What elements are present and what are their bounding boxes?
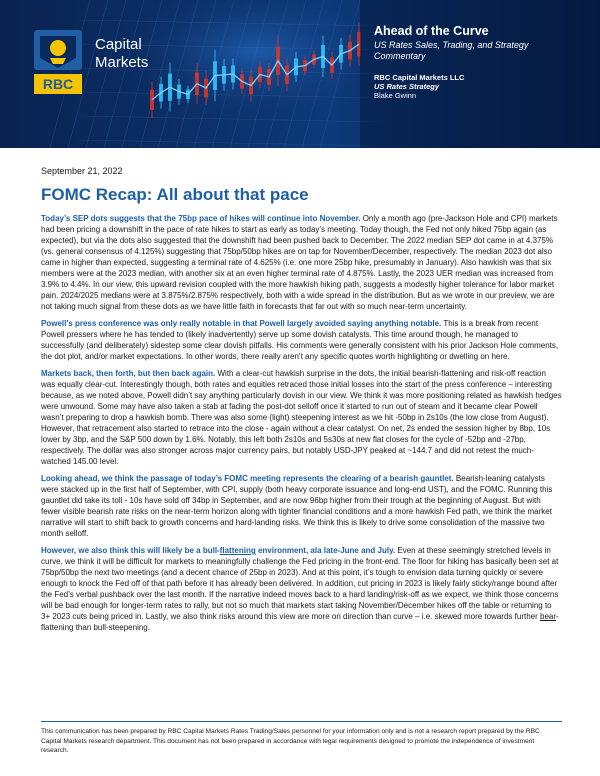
- paragraph-lead-a: However, we also think this will likely be a bull-: [41, 546, 220, 555]
- paragraph-lead: Looking ahead, we think the passage of today’s FOMC meeting represents the clearing of a bearish gauntlet.: [41, 474, 454, 483]
- disclaimer: This communication has been prepared by RBC Capital Markets Rates Trading/Sales personnel for your information only and is not a research report prepared by the RBC Capital Markets research department. This document has not been prepared in accordance with legal requirements designed to promote the independence of investment research.: [41, 728, 540, 754]
- paragraph-text: Bearish-leaning catalysts were stacked up in the first half of September, with CPI, supply (both heavy corporate issuance and long-end UST), and the FOMC. Running this gauntlet did take its toll - 10s have sold off 34bp in September, and are now 96bp higher from their trough at the beginning of August. But with fewer visible bearish rate risks on the near-term horizon along with tighter financial conditions and a more hawkish Fed path, we think the market narrative will start to shift back to growth concerns and hard-landing risks. We think this is likely to drive some consolidation of the massive two month selloff.: [41, 474, 553, 538]
- paragraph-lead-underlined: flattening: [219, 546, 256, 555]
- paragraph-press-conference: [41, 318, 562, 362]
- paragraph-text: This is a break from recent Powell pressers where he has tended to (likely inadvertently) serve up some dovish catalysts. This time around though, he managed to successfully (and deliberately) sidestep some clear dovish pitfalls. His comments were generally consistent with his prior Jackson Hole comments, the dot plot, and/or market expectations. In other words, there really aren’t any specific quotes worth highlighting or dwelling on here.: [41, 319, 559, 361]
- decorative-candle: [150, 90, 154, 110]
- brand-line-2: Markets: [95, 54, 149, 71]
- paragraph-lead: Markets back, then forth, but then back again.: [41, 369, 216, 378]
- paragraph-lead-b: environment, ala late-June and July.: [255, 546, 396, 555]
- paragraph-text: With a clear-cut hawkish surprise in the dots, the initial bearish-flattening and risk-off reaction was equally clear-cut. Interestingly though, both rates and equities retraced those initial losses into the start of the press conference – interesting because, as we noted above, Powell didn’t say anything particularly dovish in our view. We think it was more positioning related as hawkish hedges were unwound. Some may have also taken a stab at fading the post-dot selloff once it started to run out of steam and it became clear Powell wasn’t preparing to drop a hawkish bomb. There was also some (light) steepening interest as we hit -50bp in 2s10s (the low close from August). However, that retracement also started to retrace into the close - again without a clear catalyst. On net, 2s ended the session higher by 8bp, 10s lower by 3bp, and the S&P 500 down by 1.6%. Notably, this left both 2s10s and 5s30s at new flat closes for the cycle of -52bp and -27bp, respectively. The dollar was also stronger across major currency pairs, but notably USD-JPY peaked at ~144.7 and did not retest the much-watched 145.00 level.: [41, 369, 562, 466]
- desk-name: US Rates Strategy: [374, 82, 440, 91]
- paragraph-text-a: Even at these seemingly stretched levels in curve, we think it will be difficult for markets to meaningfully challenge the Fed pricing in the front-end. The floor for hiking has basically been set at 75bp/50bp the next two meetings (and a decent chance of 25bp in 2023). And at this point, it’s tough to envision data turning quickly or severe enough to knock the Fed off of that path before it has already been delivered. In addition, cut pricing in 2023 is likely fairly sticky/range bound after the Fed’s verbal pushback over the last month. If the narrative indeed moves back to a hard landing/risk-off as we expect, we think those concerns will be bad enough for longer-term rates to rally, but not so much that markets start taking November/December hikes off the table or returning to 3+ 2023 cuts being priced in. Lastly, we also think risks around this view are more on direction than curve – i.e. skewed more towards further: [41, 546, 559, 621]
- page-title: FOMC Recap: All about that pace: [41, 185, 309, 204]
- rbc-lion-shield-icon: [30, 28, 86, 98]
- paragraph-lead: Today’s SEP dots suggests that the 75bp pace of hikes will continue into November.: [41, 214, 361, 223]
- brand-line-1: Capital: [95, 36, 142, 53]
- paragraph-text: Only a month ago (pre-Jackson Hole and CPI) markets had been pricing a downshift in the pace of rate hikes to start as early as today’s meeting. Today though, the Fed not only hiked 75bp again (as expected), but via the dots also suggested that the downshift had been pushed back to December. The 2022 median SEP dot came in at 4.375% (vs. general consensus of 4.125%) suggesting that 75bp/50bp hikes are on tap for November/December, respectively. The median 2023 dot also came in higher than expected, suggesting a terminal rate of 4.625% (i.e. one more 25bp hike, presumably in January). Also hawkish was that six members were at the 2023 median, with another six at an even higher terminal rate of 4.875%. Lastly, the 2023 UER median was increased from 3.9% to 4.4%. In our view, this upward revision coupled with the more hawkish hiking path, suggests a modestly higher tolerance for labor market pain. 2024/2025 medians were at 3.875%/2.875% respectively, both with a wide spread in the distribution. But as we wrote in our preview, we are not taking much signal from these dots as we have little faith in forecasts that far out with so much near-term uncertainty.: [41, 214, 558, 311]
- series-title: Ahead of the Curve: [374, 24, 489, 38]
- publisher: RBC Capital Markets LLC: [374, 73, 465, 82]
- header-banner: [0, 0, 600, 148]
- paragraph-text-underlined: bear: [540, 612, 557, 621]
- series-subtitle: US Rates Sales, Trading, and Strategy Commentary: [374, 40, 529, 61]
- paragraph-bull-flattening: [41, 545, 562, 633]
- paragraph-text-b: -flattening than bull-steepening.: [41, 612, 559, 632]
- series-info: [374, 24, 589, 100]
- report-body: [41, 213, 562, 639]
- rbc-logo: [30, 28, 86, 98]
- logo-wordmark: RBC: [42, 76, 74, 92]
- paragraph-sep-dots: [41, 213, 562, 312]
- author-name: Blake Gwinn: [374, 91, 417, 100]
- paragraph-lead: Powell’s press conference was only really notable in that Powell largely avoided saying anything notable.: [41, 319, 442, 328]
- footer-divider: [41, 721, 562, 722]
- report-date: September 21, 2022: [41, 166, 123, 176]
- paragraph-looking-ahead: [41, 473, 562, 539]
- brand-name: [95, 36, 148, 72]
- paragraph-markets: [41, 368, 562, 467]
